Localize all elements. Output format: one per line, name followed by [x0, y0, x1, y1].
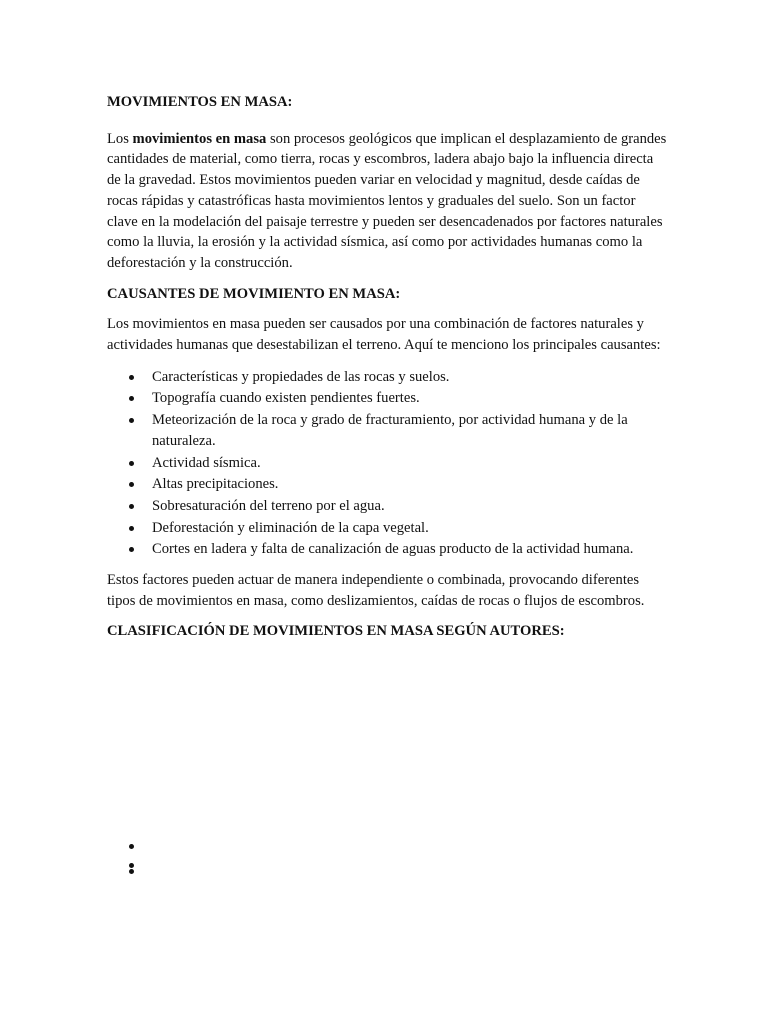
intro-bold-term: movimientos en masa: [132, 130, 267, 147]
list-item: Topografía cuando existen pendientes fuertes.: [107, 388, 667, 409]
intro-rest: son procesos geológicos que implican el desplazamiento de grandes cantidades de material, como tierra, rocas y escombros, ladera abajo bajo la influencia directa de la gravedad. Estos movimientos pueden variar en velocidad y magnitud, desde caídas de rocas rápidas y catastróficas hasta movimientos lentos y graduales del suelo. Son un factor clave en la modelación del paisaje terrestre y pueden ser desencadenados por factores naturales como la lluvia, la erosión y la actividad sísmica, así como por actividades humanas como la deforestación y la construcción.: [107, 130, 667, 271]
heading-causantes: CAUSANTES DE MOVIMIENTO EN MASA:: [107, 285, 401, 302]
closing-paragraph: Estos factores pueden actuar de manera independiente o combinada, provocando diferentes tipos de movimientos en masa, como deslizamientos, caídas de rocas o flujos de escombros.: [107, 572, 645, 609]
list-item: Actividad sísmica.: [107, 453, 667, 474]
list-item: Meteorización de la roca y grado de fracturamiento, por actividad humana y de la naturaleza.: [107, 410, 667, 451]
causes-intro-paragraph: Los movimientos en masa pueden ser causados por una combinación de factores naturales y actividades humanas que desestabilizan el terreno. Aquí te menciono los principales causantes:: [107, 316, 661, 354]
intro-lead: Los: [107, 130, 133, 147]
heading-movimientos-en-masa: MOVIMIENTOS EN MASA:: [107, 94, 293, 110]
list-item: Cortes en ladera y falta de canalización de aguas producto de la actividad humana.: [107, 539, 667, 560]
intro-paragraph: [107, 129, 667, 274]
list-item: Sobresaturación del terreno por el agua.: [107, 496, 667, 517]
bullet-dot-icon: [129, 844, 134, 849]
causes-list: [107, 367, 667, 560]
list-item: Características y propiedades de las rocas y suelos.: [107, 367, 667, 388]
empty-bullet-list: [127, 836, 167, 896]
bullet-dot-icon: [129, 869, 134, 874]
list-item: Altas precipitaciones.: [107, 474, 667, 495]
heading-clasificacion: CLASIFICACIÓN DE MOVIMIENTOS EN MASA SEGÚN AUTORES:: [107, 623, 565, 640]
document-page: [107, 92, 667, 658]
list-item: Deforestación y eliminación de la capa vegetal.: [107, 518, 667, 539]
bullet-dot-icon: [129, 863, 134, 868]
